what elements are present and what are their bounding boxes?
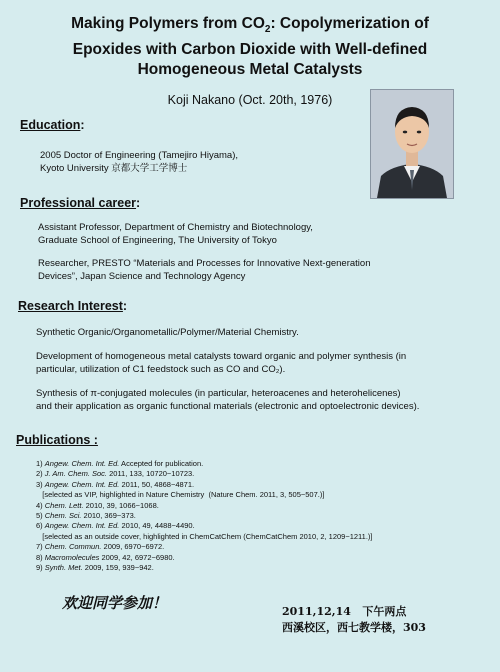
publication-item	[36, 511, 373, 521]
title-line-1-b: : Copolymerization of	[270, 15, 429, 32]
publication-citation: 2010, 49, 4488−4490.	[119, 521, 195, 531]
event-info	[282, 604, 426, 636]
publication-citation: 2009, 6970−6972.	[101, 542, 165, 552]
publication-item	[36, 553, 373, 563]
publication-citation: Accepted for publication.	[119, 459, 204, 468]
publication-journal: Angew. Chem. Int. Ed.	[44, 521, 120, 531]
education-heading-text: Education	[20, 118, 81, 132]
publication-journal: Chem. Lett.	[44, 500, 84, 510]
career-heading-text: Professional career	[20, 196, 137, 210]
event-date: 2011,12,14 下午两点	[282, 605, 407, 618]
publication-number: 4)	[36, 500, 45, 510]
career-heading	[20, 196, 140, 210]
career-p1-line-2: Graduate School of Engineering, The University of Tokyo	[38, 235, 277, 246]
career-body	[38, 221, 370, 283]
publication-item	[36, 469, 373, 479]
research-p3-line-2: and their application as organic functional materials (electronic and optoelectronic devices).	[36, 401, 420, 412]
publication-item	[36, 459, 373, 469]
title-line-2: Epoxides with Carbon Dioxide with Well-defined	[72, 41, 428, 59]
research-heading-text: Research Interest	[18, 299, 123, 313]
publication-citation: 2009, 159, 939−942.	[82, 563, 154, 573]
publication-journal: Chem. Commun.	[44, 542, 102, 552]
career-colon: :	[136, 196, 141, 210]
career-p2-line-2: Devices”, Japan Science and Technology Agency	[38, 271, 246, 282]
publication-citation: 2009, 42, 6972−6980.	[99, 552, 175, 562]
research-p2-line-1: Development of homogeneous metal catalysts toward organic and polymer synthesis (in	[36, 351, 407, 362]
education-line-2: Kyoto University 京都大学工学博士	[40, 163, 188, 174]
author-line: Koji Nakano (Oct. 20th, 1976)	[167, 93, 333, 107]
event-place: 西溪校区，西七教学楼，303	[282, 621, 426, 634]
publication-number: 8)	[36, 552, 45, 562]
publication-number: 9)	[36, 563, 45, 573]
publication-item	[36, 490, 373, 500]
publication-citation: 2010, 39, 1066−1068.	[83, 500, 159, 510]
research-p1: Synthetic Organic/Organometallic/Polymer/Material Chemistry.	[36, 327, 299, 338]
publication-number: 1)	[36, 459, 45, 468]
poster-title	[10, 14, 490, 80]
publication-citation: 2011, 133, 10720−10723.	[107, 469, 195, 479]
publication-journal: Angew. Chem. Int. Ed.	[44, 459, 120, 468]
publication-number: 7)	[36, 542, 45, 552]
publication-citation: [selected as an outside cover, highlighted in ChemCatChem (ChemCatChem 2010, 2, 1209−1211.)]	[36, 531, 373, 541]
publication-number: 5)	[36, 511, 45, 521]
research-p2-line-2: particular, utilization of C1 feedstock such as CO and CO₂).	[36, 364, 286, 375]
portrait-photo	[370, 89, 454, 199]
research-heading	[18, 299, 127, 313]
publication-journal: J. Am. Chem. Soc.	[44, 469, 108, 479]
publication-item	[36, 563, 373, 573]
welcome-text: 欢迎同学参加！	[62, 594, 168, 612]
research-colon: :	[122, 299, 128, 313]
publication-journal: Chem. Sci.	[44, 511, 82, 521]
publication-item	[36, 501, 373, 511]
publication-citation: 2011, 50, 4868−4871.	[119, 479, 195, 489]
publication-journal: Angew. Chem. Int. Ed.	[44, 479, 120, 489]
title-line-3: Homogeneous Metal Catalysts	[137, 61, 363, 79]
publication-citation: 2010, 369−373.	[81, 511, 136, 521]
career-p2-line-1: Researcher, PRESTO “Materials and Processes for Innovative Next-generation	[38, 258, 371, 269]
publication-item	[36, 521, 373, 531]
publication-number: 2)	[36, 469, 45, 479]
education-colon: :	[80, 118, 85, 132]
education-body	[40, 149, 238, 175]
title-subscript: 2	[264, 24, 271, 36]
title-line-1	[10, 14, 490, 40]
research-p3-line-1: Synthesis of π-conjugated molecules (in particular, heteroacenes and heterohelicenes)	[36, 388, 401, 399]
career-p1-line-1: Assistant Professor, Department of Chemistry and Biotechnology,	[38, 222, 313, 233]
portrait-illustration	[371, 90, 453, 198]
publication-number: 6)	[36, 521, 45, 531]
publications-heading: Publications :	[16, 433, 98, 447]
publication-journal: Macromolecules	[44, 552, 100, 562]
research-body	[36, 326, 496, 413]
publication-item	[36, 532, 373, 542]
publication-citation: [selected as VIP, highlighted in Nature Chemistry (Nature Chem. 2011, 3, 505−507.)]	[36, 490, 325, 500]
title-line-1-a: Making Polymers from CO	[71, 15, 265, 32]
publication-journal: Synth. Met.	[44, 563, 83, 573]
publication-number: 3)	[36, 479, 45, 489]
publication-item	[36, 542, 373, 552]
education-heading	[20, 118, 85, 132]
publication-item	[36, 480, 373, 490]
education-line-1: 2005 Doctor of Engineering (Tamejiro Hiyama),	[40, 150, 239, 161]
publications-list	[36, 459, 373, 573]
